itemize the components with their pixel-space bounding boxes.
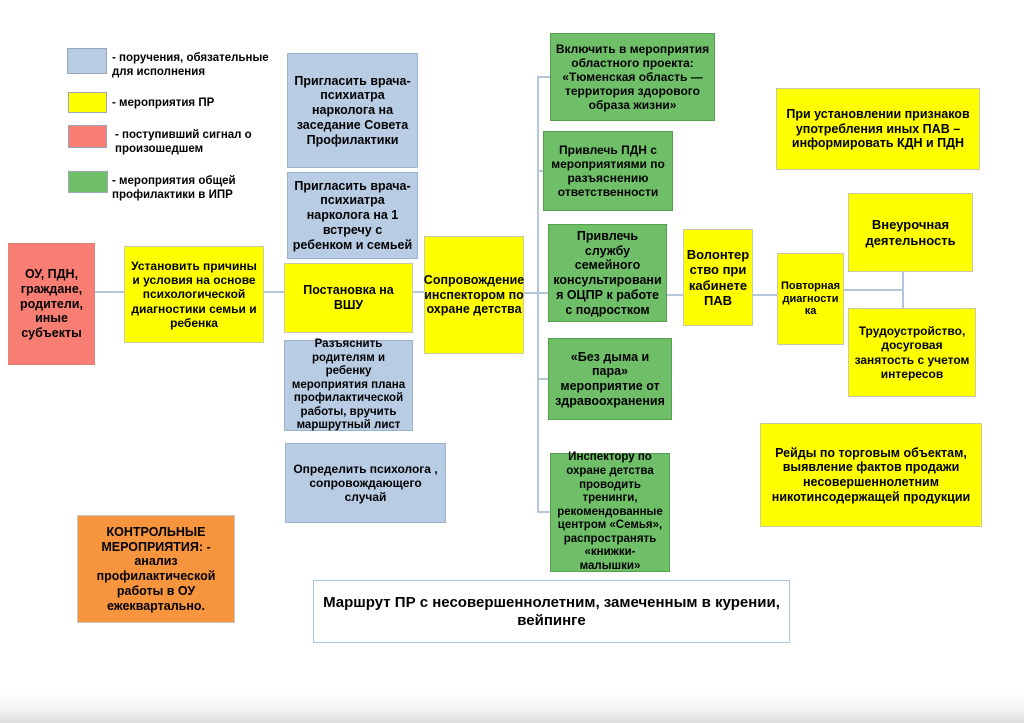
connector-trunk — [537, 76, 539, 513]
legend-label-activities: - мероприятия ПР — [112, 97, 215, 109]
legend-swatch-activities — [68, 92, 107, 113]
legend-swatch-signal — [68, 125, 107, 148]
node-inspector-support: Сопровождение инспектором по охране детства — [424, 236, 524, 354]
legend-swatch-instructions — [67, 48, 107, 74]
node-source: ОУ, ПДН, граждане, родители, иные субъекты — [8, 243, 95, 365]
connector-source-establish — [95, 291, 124, 293]
connector-branch — [902, 272, 904, 309]
connector-support-trunk — [524, 292, 537, 294]
node-pdn-events: Привлечь ПДН с мероприятиями по разъяснению ответственности — [543, 131, 673, 211]
node-invite-narcologist-meeting: Пригласить врача-психиатра нарколога на 1 встречу с ребенком и семьей — [287, 172, 418, 259]
node-regional-project: Включить в мероприятия областного проекта: «Тюменская область — территория здорового образа жизни» — [550, 33, 715, 121]
connector-rediag-branch — [844, 289, 902, 291]
legend-label-prevention: - мероприятия общей профилактики в ИПР — [112, 175, 236, 202]
legend-label-signal: - поступивший сигнал о произошедшем — [115, 129, 252, 156]
node-vshu-registration: Постановка на ВШУ — [284, 263, 413, 333]
node-pav-signs: При установлении признаков употребления иных ПАВ – информировать КДН и ПДН — [776, 88, 980, 170]
connector-establish-vshu — [264, 291, 284, 293]
node-inspector-trainings: Инспектору по охране детства проводить тренинги, рекомендованные центром «Семья», распространять «книжки-малышки» — [550, 453, 670, 572]
node-repeat-diagnostics: Повторная диагности ка — [777, 253, 844, 345]
page-bottom-shadow — [0, 694, 1024, 723]
connector-family-volunteer — [667, 294, 683, 296]
node-assign-psychologist: Определить психолога , сопровождающего случай — [285, 443, 446, 523]
connector-trunk-inspector — [537, 511, 550, 513]
connector-trunk-project — [537, 76, 550, 78]
node-invite-narcologist-council: Пригласить врача-психиатра нарколога на заседание Совета Профилактики — [287, 53, 418, 168]
connector-trunk-family — [537, 292, 548, 294]
node-explain-plan: Разъяснить родителям и ребенку мероприятия плана профилактической работы, вручить маршрутный лист — [284, 340, 413, 431]
node-trade-raids: Рейды по торговым объектам, выявление фактов продажи несовершеннолетним никотинсодержащей продукции — [760, 423, 982, 527]
legend-swatch-prevention — [68, 171, 108, 193]
node-control-activities: КОНТРОЛЬНЫЕ МЕРОПРИЯТИЯ: - анализ профилактической работы в ОУ ежеквартально. — [77, 515, 235, 623]
node-extracurricular: Внеурочная деятельность — [848, 193, 973, 272]
connector-trunk-nosmoke — [537, 378, 548, 380]
node-employment: Трудоустройство, досуговая занятость с учетом интересов — [848, 308, 976, 397]
diagram-title: Маршрут ПР с несовершеннолетним, замеченным в курении, вейпинге — [313, 580, 790, 643]
node-family-counseling: Привлечь службу семейного консультировани я ОЦПР к работе с подростком — [548, 224, 667, 322]
node-no-smoke-event: «Без дыма и пара» мероприятие от здравоохранения — [548, 338, 672, 420]
node-establish-causes: Установить причины и условия на основе психологической диагностики семьи и ребенка — [124, 246, 264, 343]
connector-volunteer-rediag — [753, 294, 777, 296]
connector-vshu-support — [413, 291, 424, 293]
legend-label-instructions: - поручения, обязательные для исполнения — [112, 52, 269, 79]
node-volunteering: Волонтер ство при кабинете ПАВ — [683, 229, 753, 326]
